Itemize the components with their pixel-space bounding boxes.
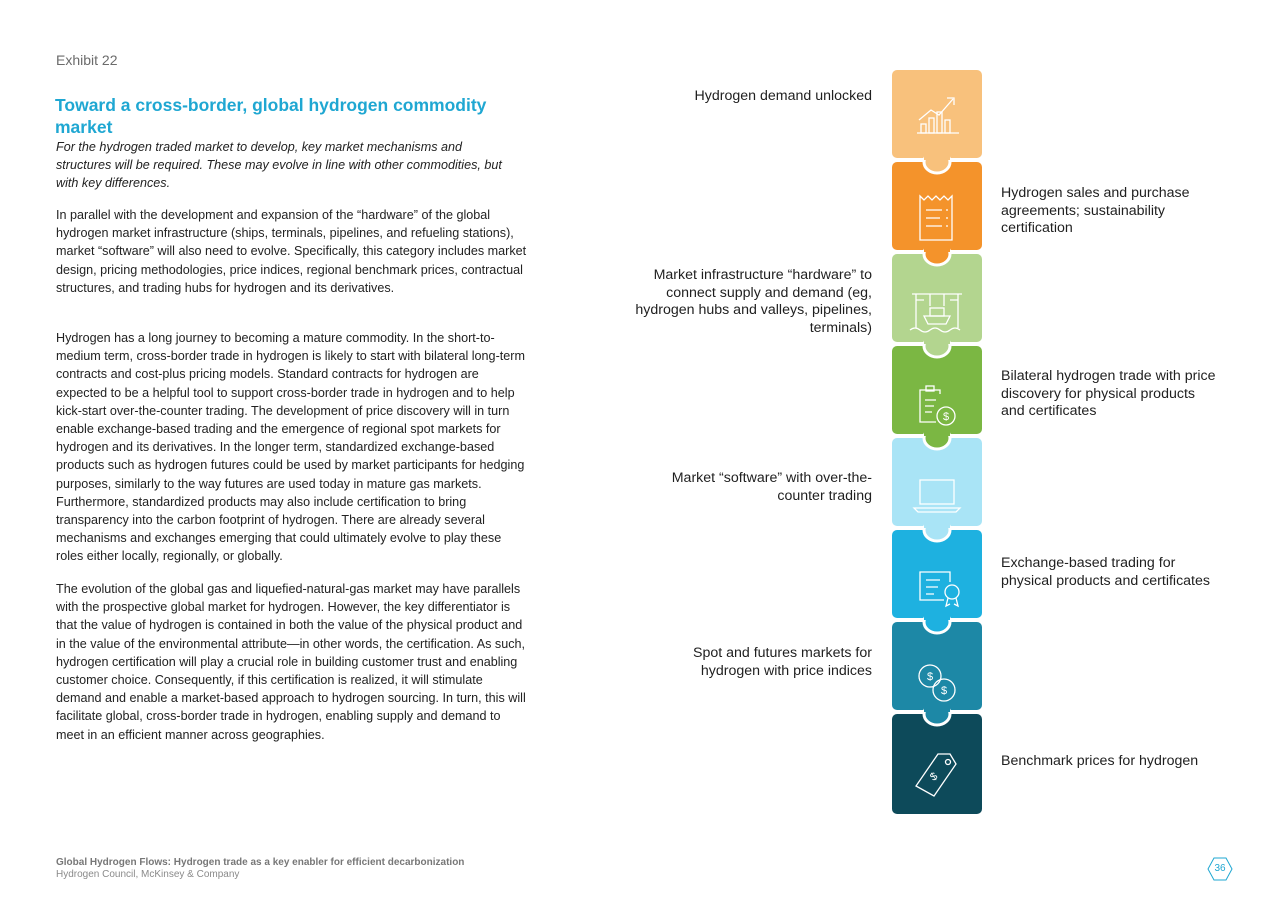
body-paragraph: Hydrogen has a long journey to becoming a mature commodity. In the short-to-medium term, cross-border trade in hydrogen is likely to start with bilateral long-term contracts and cost-plus pricing models. Standard contracts for hydrogen are expected to be a helpful tool to support cross-border trade in hydrogen and to help kick-start over-the-counter trading. The development of price discovery will in turn enable exchange-based trading and the emergence of regional spot markets for hydrogen and its derivatives. In the longer term, standardized exchange-based products such as hydrogen futures could be used by market participants for hedging purposes, similarly to the way futures are used today in mature gas markets. Furthermore, standardized products may also include certification to bring transparency into the carbon footprint of hydrogen. There are already several mechanisms and exchanges emerging that could ultimately evolve to play these roles either locally, regionally, or globally. xyxy=(56,331,525,564)
body-paragraph: The evolution of the global gas and liquefied-natural-gas market may have parallels with the prospective global market for hydrogen. However, the key differentiator is that the value of hydrogen is contained in both the value of the physical product and in the value of the environmental attribute—in other words, the certification. As such, hydrogen certification will play a crucial role in building customer trust and enabling customer choice. Consequently, if this certification is realized, it will stimulate demand and enable a market-based approach to hydrogen sourcing. In turn, this will facilitate global, cross-border trade in hydrogen, enabling supply and demand to meet in an efficient manner across geographies. xyxy=(56,582,526,742)
page-number-badge xyxy=(1207,857,1233,881)
certificate-icon xyxy=(890,530,984,622)
svg-text:$: $ xyxy=(940,685,948,697)
svg-text:$: $ xyxy=(926,671,934,683)
puzzle-column xyxy=(890,70,984,818)
svg-text:$: $ xyxy=(942,411,950,423)
growth-chart-icon xyxy=(890,70,984,162)
body-paragraph: In parallel with the development and expansion of the “hardware” of the global hydrogen market infrastructure (ships, terminals, pipelines, and refueling stations), market “software” will also need to evolve. Specifically, this category includes market design, pricing methodologies, price indices, regional benchmark prices, contractual structures, and trading hubs for hydrogen and its derivatives. xyxy=(56,208,527,295)
ship-terminal-icon xyxy=(890,254,984,346)
page-title: Toward a cross-border, global hydrogen commodity market xyxy=(55,95,487,137)
price-tag-icon xyxy=(890,714,984,818)
coins-icon xyxy=(890,622,984,714)
puzzle-label: Benchmark prices for hydrogen xyxy=(1001,753,1199,769)
puzzle-label: Market “software” with over-the-counter trading xyxy=(671,470,872,504)
exhibit-number: Exhibit 22 xyxy=(56,52,118,68)
page-subtitle: For the hydrogen traded market to develop, key market mechanisms and structures will be required. These may evolve in line with other commodities, but with key differences. xyxy=(56,140,502,191)
puzzle-label: Hydrogen demand unlocked xyxy=(694,88,872,104)
puzzle-label: Hydrogen sales and purchase agreements; sustainability certification xyxy=(1001,185,1190,236)
puzzle-label: Exchange-based trading for physical products and certificates xyxy=(1001,555,1210,589)
laptop-icon xyxy=(890,438,984,530)
svg-text:$: $ xyxy=(928,770,940,784)
puzzle-label: Market infrastructure “hardware” to connect supply and demand (eg, hydrogen hubs and valleys, pipelines, terminals) xyxy=(635,267,872,336)
puzzle-label: Spot and futures markets for hydrogen with price indices xyxy=(692,645,872,679)
page-number: 36 xyxy=(1214,863,1226,874)
footer-subtitle: Hydrogen Council, McKinsey & Company xyxy=(56,869,240,880)
clipboard-dollar-icon xyxy=(890,346,984,438)
receipt-icon xyxy=(890,162,984,254)
footer-title: Global Hydrogen Flows: Hydrogen trade as a key enabler for efficient decarbonization xyxy=(56,857,465,868)
puzzle-label: Bilateral hydrogen trade with price discovery for physical products and certificates xyxy=(1001,368,1216,419)
